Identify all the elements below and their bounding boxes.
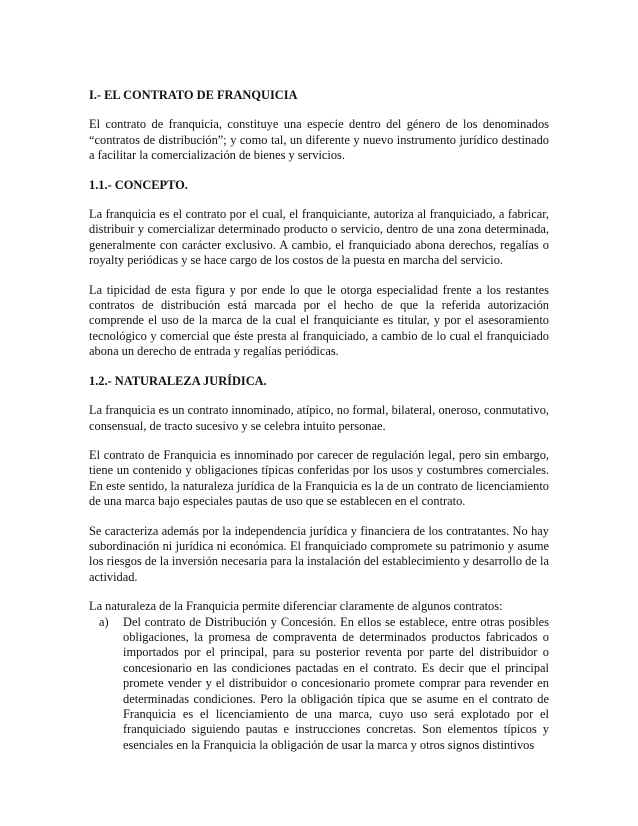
naturaleza-paragraph-2: El contrato de Franquicia es innominado por carecer de regulación legal, pero sin embargo, tiene un contenido y obligaciones típicas conferidas por los usos y costumbres comerciales. En este sentido, la naturaleza jurídica de la Franquicia es la de un contrato de licenciamiento de una marca bajo especiales pautas de uso que se establecen en el contrato.	[89, 447, 549, 509]
list-intro: La naturaleza de la Franquicia permite diferenciar claramente de algunos contratos:	[89, 599, 503, 614]
list-item	[99, 614, 549, 754]
list-item-marker: a)	[99, 614, 109, 629]
concepto-paragraph-2: La tipicidad de esta figura y por ende lo que le otorga especialidad frente a los restantes contratos de distribución está marcada por el hecho de que la referida autorización comprende el uso de la marca de la cual el franquiciante es titular, y por el asesoramiento tecnológico y comercial que éste presta al franquiciado, a cambio de lo cual el franquiciado abona un derecho de entrada y regalías periódicas.	[89, 282, 549, 359]
list-item-text: Del contrato de Distribución y Concesión. En ellos se establece, entre otras posibles obligaciones, la promesa de compraventa de determinados productos fabricados o importados por el principal, para su posterior reventa por parte del distribuidor o concesionario en las condiciones pactadas en el contrato. Es decir que el principal promete vender y el distribuidor o concesionario promete comprar para revender en determinadas condiciones. Pero la obligación típica que se asume en el contrato de Franquicia es el licenciamiento de una marca, cuyo uso será explotado por el franquiciado siguiendo pautas e instrucciones concretas. Son elementos típicos y esenciales en la Franquicia la obligación de usar la marca y otros signos distintivos	[123, 614, 549, 752]
naturaleza-paragraph-1: La franquicia es un contrato innominado, atípico, no formal, bilateral, oneroso, conmutativo, consensual, de tracto sucesivo y se celebra intuito personae.	[89, 403, 549, 433]
naturaleza-paragraph-3: Se caracteriza además por la independencia jurídica y financiera de los contratantes. No hay subordinación ni jurídica ni económica. El franquiciado compromete su patrimonio y asume los riesgos de la inversión necesaria para la instalación del establecimiento y desarrollo de la actividad.	[89, 523, 549, 584]
section-heading-concepto: 1.1.- CONCEPTO.	[89, 177, 188, 192]
intro-paragraph: El contrato de franquicia, constituye una especie dentro del género de los denominados “contratos de distribución”; y como tal, un diferente y nuevo instrumento jurídico destinado a facilitar la comercialización de bienes y servicios.	[89, 117, 549, 163]
document-page	[89, 88, 549, 753]
contracts-list	[89, 615, 549, 754]
section-heading-naturaleza: 1.2.- NATURALEZA JURÍDICA.	[89, 373, 267, 388]
document-title: I.- EL CONTRATO DE FRANQUICIA	[89, 88, 298, 102]
concepto-paragraph-1: La franquicia es el contrato por el cual, el franquiciante, autoriza al franquiciado, a fabricar, distribuir y comercializar determinado producto o servicio, dentro de una zona determinada, generalmente con carácter exclusivo. A cambio, el franquiciado abona derechos, regalías o royalty periódicas y se hace cargo de los costos de la puesta en marcha del servicio.	[89, 207, 549, 268]
